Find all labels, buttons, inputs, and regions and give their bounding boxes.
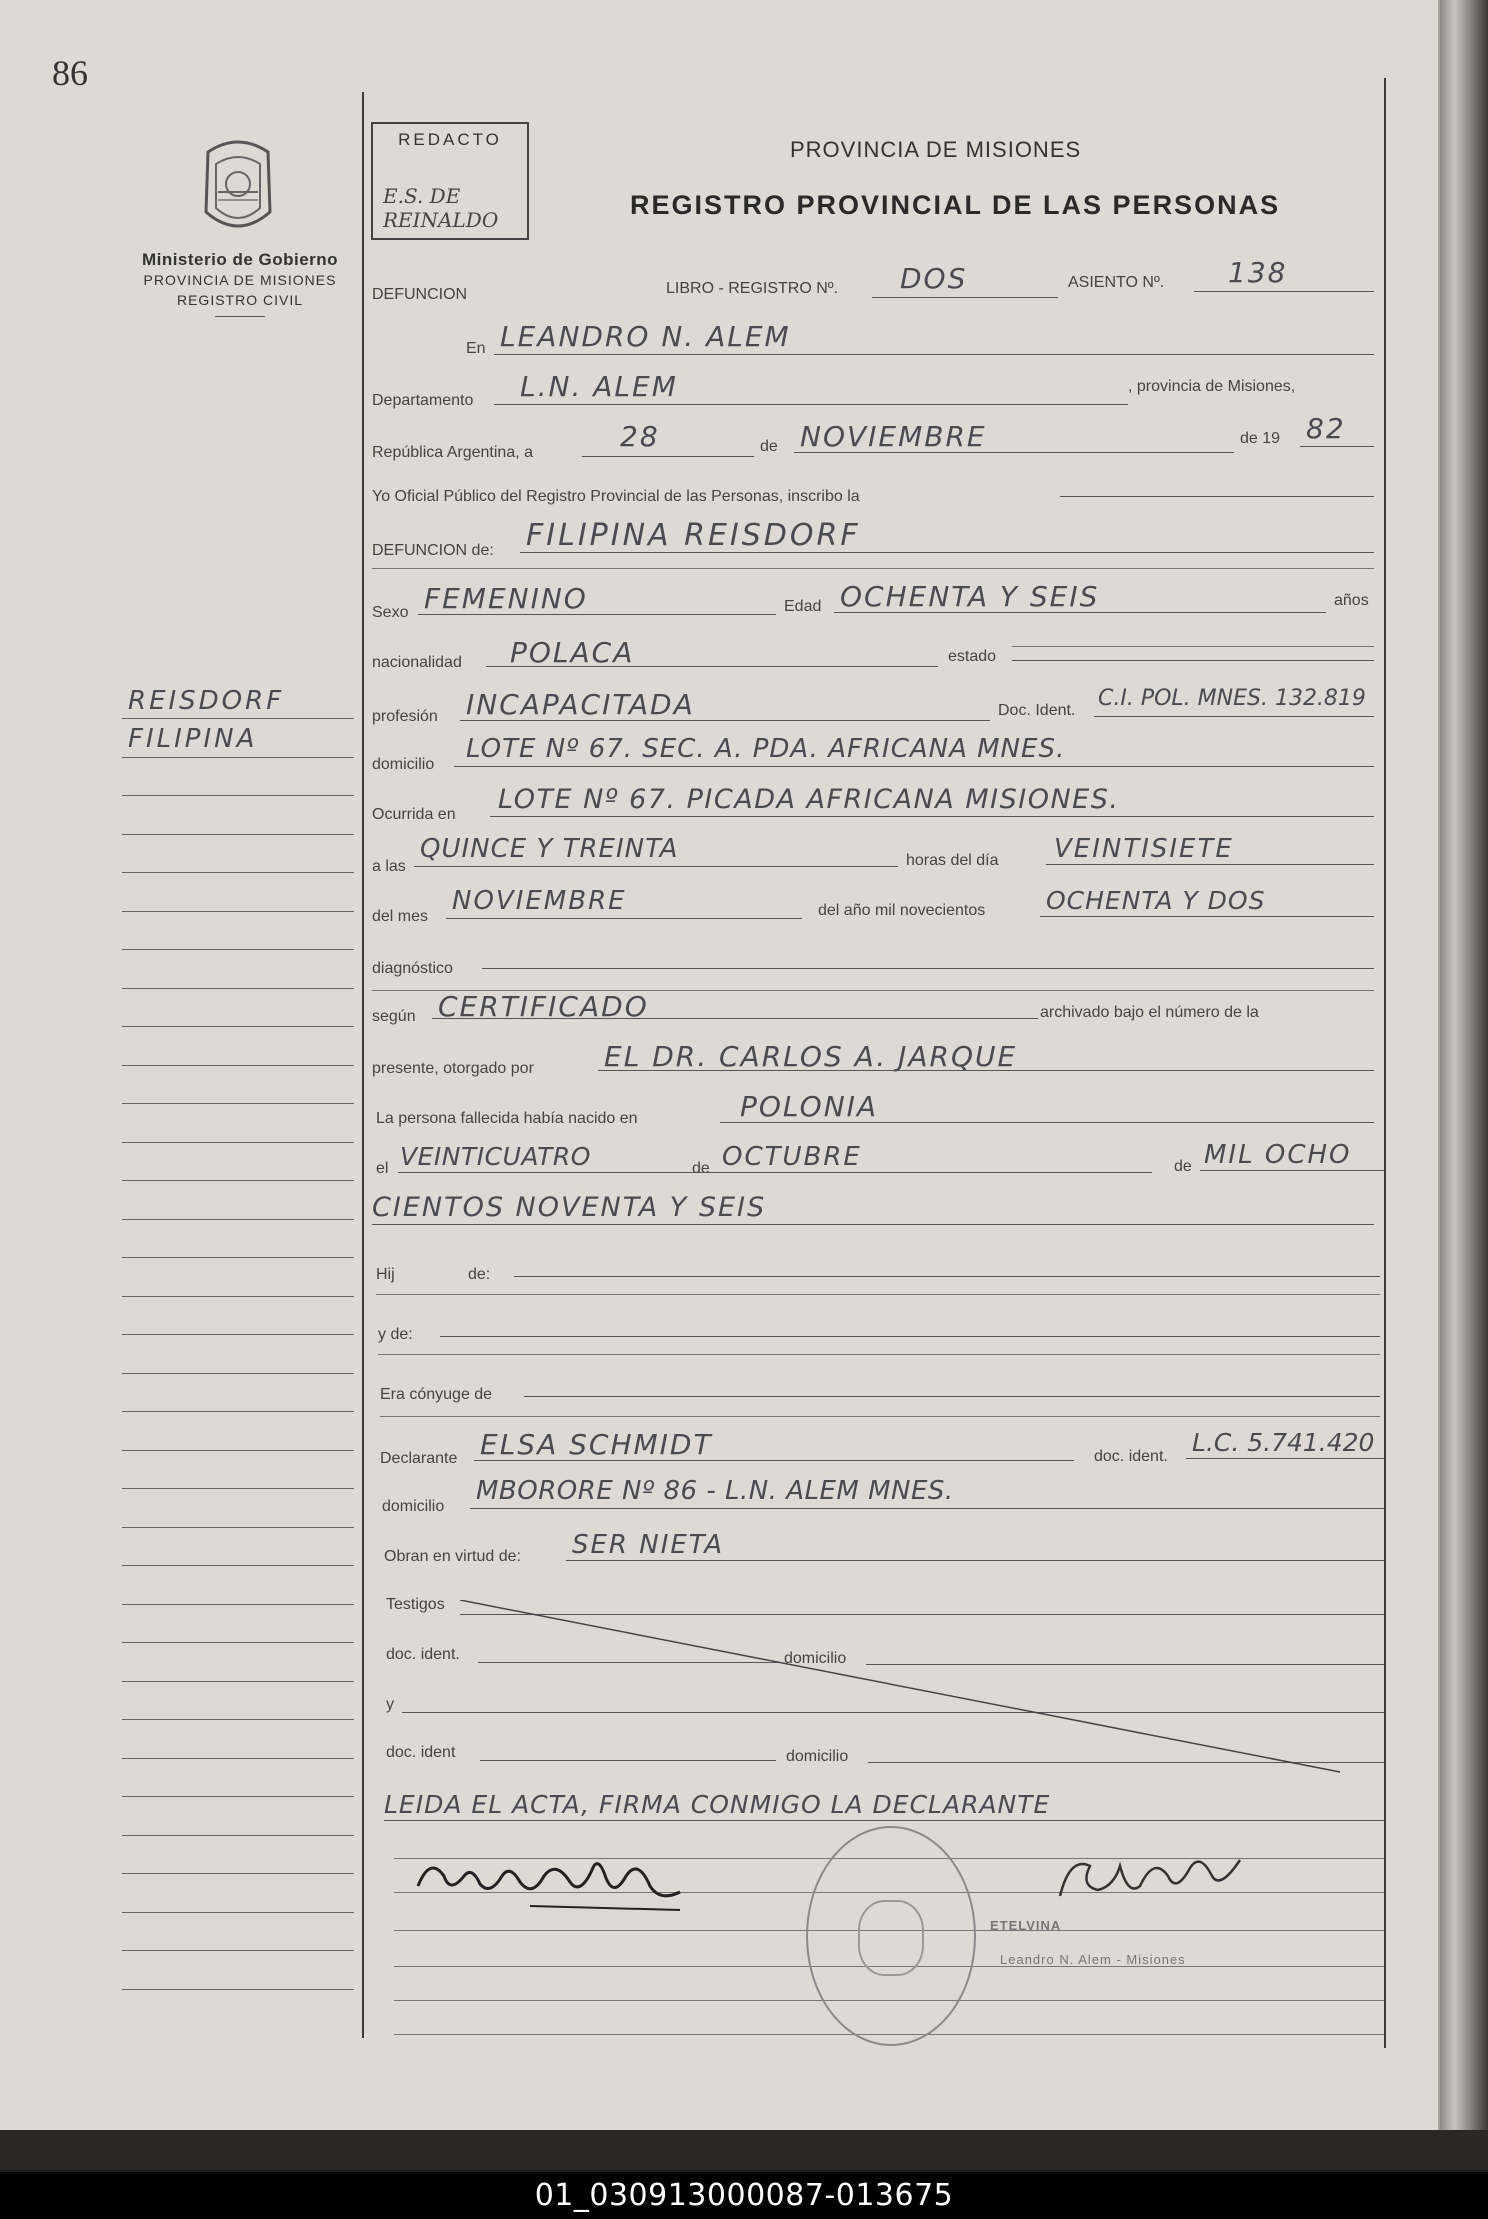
libro-line	[872, 297, 1058, 298]
de3-label: de	[1174, 1158, 1192, 1175]
nacido-line	[720, 1122, 1374, 1123]
asiento-value: 138	[1228, 256, 1288, 289]
profesion-line	[460, 720, 990, 721]
segun-value: CERTIFICADO	[438, 990, 649, 1023]
yde-label: y de:	[378, 1326, 413, 1343]
domicilio2-line	[470, 1508, 1384, 1509]
segun-line	[432, 1018, 1038, 1019]
doc-ident2-value: L.C. 5.741.420	[1192, 1428, 1375, 1457]
province-heading: PROVINCIA DE MISIONES	[790, 137, 1082, 162]
margin-ruled-line	[122, 1296, 354, 1297]
asiento-label: ASIENTO Nº.	[1068, 274, 1165, 291]
libro-label: LIBRO - REGISTRO Nº.	[666, 280, 839, 297]
ministry-rule	[215, 316, 265, 317]
yde-line	[440, 1336, 1380, 1337]
anio-nac-line-2	[372, 1224, 1374, 1225]
domicilio-line	[454, 766, 1374, 767]
mes-line	[794, 452, 1234, 453]
witness-strike-line	[460, 1600, 1384, 1780]
margin-ruled-line	[122, 988, 354, 989]
conyuge-label: Era cónyuge de	[380, 1386, 493, 1403]
anio-muerte-line	[1040, 916, 1374, 917]
doc-ident2-line	[1186, 1458, 1384, 1459]
nacido-label: La persona fallecida había nacido en	[376, 1110, 638, 1127]
declarante-value: ELSA SCHMIDT	[480, 1428, 713, 1461]
doc-ident4-label: doc. ident	[386, 1744, 456, 1761]
margin-ruled-line	[122, 718, 354, 719]
document-type-label: DEFUNCION	[372, 286, 468, 303]
declarante-label: Declarante	[380, 1450, 458, 1467]
yde-line-2	[378, 1354, 1380, 1355]
de19-label: de 19	[1240, 430, 1281, 447]
nombre-value: FILIPINA REISDORF	[526, 518, 861, 553]
anio-nac-value-1: MIL OCHO	[1204, 1140, 1352, 1170]
ministry-registry: REGISTRO CIVIL	[176, 292, 304, 308]
margin-ruled-line	[122, 1950, 354, 1951]
ocurrida-value: LOTE Nº 67. PICADA AFRICANA MISIONES.	[498, 784, 1120, 815]
otorgado-line	[598, 1070, 1374, 1071]
doc-ident-value: C.I. POL. MNES. 132.819	[1098, 686, 1366, 711]
edad-line	[834, 612, 1326, 613]
oficial-label: Yo Oficial Público del Registro Provincial de las Personas, inscribo la	[372, 488, 860, 505]
conyuge-line-2	[380, 1416, 1380, 1417]
domicilio2-value: MBORORE Nº 86 - L.N. ALEM MNES.	[476, 1476, 954, 1506]
margin-ruled-line	[122, 1719, 354, 1720]
mes-muerte-value: NOVIEMBRE	[452, 886, 627, 916]
edad-label: Edad	[784, 598, 822, 615]
defuncion-de-label: DEFUNCION de:	[372, 542, 494, 559]
nombre-line	[520, 552, 1374, 553]
dia-nac-value: VEINTICUATRO	[400, 1142, 591, 1171]
de2-label: de	[692, 1160, 710, 1177]
departamento-label: Departamento	[372, 392, 474, 409]
hora-value: QUINCE Y TREINTA	[420, 834, 679, 864]
delmes-label: del mes	[372, 908, 429, 925]
dia-line	[582, 456, 754, 457]
scan-bottom-edge	[0, 2130, 1488, 2170]
margin-ruled-line	[122, 1219, 354, 1220]
anos-label: años	[1334, 592, 1369, 609]
ministry-block	[110, 250, 370, 317]
sexo-line	[418, 614, 776, 615]
archivado-label: archivado bajo el número de la	[1040, 1004, 1259, 1021]
margin-ruled-line	[122, 1257, 354, 1258]
doc-ident-label: Doc. Ident.	[998, 702, 1076, 719]
margin-ruled-line	[122, 1450, 354, 1451]
nac-line	[398, 1172, 1152, 1173]
obran-value: SER NIETA	[572, 1530, 725, 1560]
margin-ruled-line	[122, 1103, 354, 1104]
mes-value: NOVIEMBRE	[800, 420, 987, 453]
margin-ruled-line	[122, 757, 354, 758]
margin-ruled-line	[122, 1373, 354, 1374]
margin-note-surname: REISDORF	[128, 686, 285, 716]
nacionalidad-line	[486, 666, 938, 667]
profesion-value: INCAPACITADA	[466, 688, 695, 721]
closing-text: LEIDA EL ACTA, FIRMA CONMIGO LA DECLARANTE	[384, 1790, 1051, 1819]
nombre-line-2	[372, 568, 1374, 569]
horas-dia-label: horas del día	[906, 852, 999, 869]
dia-value: 28	[620, 420, 660, 453]
domicilio3-label: domicilio	[784, 1650, 847, 1667]
margin-ruled-line	[122, 1873, 354, 1874]
margin-ruled-line	[122, 911, 354, 912]
declarante-line	[474, 1460, 1074, 1461]
margin-ruled-line	[122, 1912, 354, 1913]
hij-label: Hij	[376, 1266, 395, 1283]
el-label: el	[376, 1160, 389, 1177]
oficial-line	[1060, 496, 1374, 497]
sexo-value: FEMENINO	[424, 582, 588, 615]
anio-line	[1300, 446, 1374, 447]
domicilio2-label: domicilio	[382, 1498, 445, 1515]
official-seal	[806, 1826, 976, 2046]
edad-value: OCHENTA Y SEIS	[840, 580, 1100, 613]
nacionalidad-label: nacionalidad	[372, 654, 462, 671]
margin-ruled-line	[122, 1642, 354, 1643]
right-frame-line	[1384, 78, 1386, 2048]
margin-ruled-line	[122, 1142, 354, 1143]
estado-line	[1012, 660, 1374, 661]
otorgado-value: EL DR. CARLOS A. JARQUE	[604, 1040, 1018, 1073]
domicilio-value: LOTE Nº 67. SEC. A. PDA. AFRICANA MNES.	[466, 734, 1066, 764]
margin-ruled-line	[122, 795, 354, 796]
ocurrida-line	[490, 816, 1374, 817]
ocurrida-label: Ocurrida en	[372, 806, 456, 823]
image-caption: 01_030913000087-013675	[0, 2172, 1488, 2219]
nacionalidad-value: POLACA	[510, 636, 635, 669]
alas-label: a las	[372, 858, 406, 875]
declarant-signature	[410, 1846, 690, 1916]
estado-line-2	[1012, 646, 1374, 647]
registry-heading: REGISTRO PROVINCIAL DE LAS PERSONAS	[630, 190, 1281, 220]
libro-value: DOS	[900, 262, 968, 295]
margin-ruled-line	[122, 872, 354, 873]
anio-mil-label: del año mil novecientos	[818, 902, 986, 919]
margin-ruled-line	[122, 834, 354, 835]
segun-label: según	[372, 1008, 416, 1025]
margin-ruled-line	[122, 1565, 354, 1566]
nacido-value: POLONIA	[740, 1090, 879, 1123]
margin-ruled-line	[122, 1835, 354, 1836]
dia-muerte-value: VEINTISIETE	[1054, 834, 1234, 864]
en-value: LEANDRO N. ALEM	[500, 320, 791, 353]
stamp-title: REDACTO	[398, 130, 502, 149]
en-line	[494, 354, 1374, 355]
obran-line	[566, 1560, 1384, 1561]
doc-ident2-label: doc. ident.	[1094, 1448, 1168, 1465]
mes-muerte-line	[446, 918, 802, 919]
book-spine	[1440, 0, 1488, 2130]
margin-ruled-line	[122, 1488, 354, 1489]
anio-muerte-value: OCHENTA Y DOS	[1046, 886, 1266, 915]
margin-ruled-line	[122, 1334, 354, 1335]
profesion-label: profesión	[372, 708, 438, 725]
domicilio4-label: domicilio	[786, 1748, 849, 1765]
official-stamp-name: ETELVINA	[990, 1918, 1062, 1933]
mes-nac-value: OCTUBRE	[722, 1142, 862, 1172]
margin-ruled-line	[122, 1681, 354, 1682]
margin-ruled-line	[122, 1026, 354, 1027]
closing-line	[384, 1820, 1384, 1821]
stamp-handwriting: E.S. DE REINALDO	[383, 184, 499, 232]
anio-nac-value-2: CIENTOS NOVENTA Y SEIS	[372, 1192, 767, 1223]
de-label: de	[760, 438, 778, 455]
provincia-label: , provincia de Misiones,	[1128, 378, 1296, 395]
sexo-label: Sexo	[372, 604, 409, 621]
margin-ruled-line	[122, 1411, 354, 1412]
estado-label: estado	[948, 648, 997, 665]
diagnostico-label: diagnóstico	[372, 960, 453, 977]
dia-muerte-line	[1046, 864, 1374, 865]
hij-de-label: de:	[468, 1266, 491, 1283]
anio-value: 82	[1306, 412, 1346, 445]
doc-ident3-label: doc. ident.	[386, 1646, 460, 1663]
departamento-line	[494, 404, 1128, 405]
doc-ident-line	[1094, 716, 1374, 717]
hij-line	[514, 1276, 1380, 1277]
margin-note-firstname: FILIPINA	[128, 724, 258, 754]
conyuge-line	[524, 1396, 1380, 1397]
margin-ruled-line	[122, 1758, 354, 1759]
seal-emblem-icon	[858, 1900, 924, 1976]
diagnostico-line	[482, 968, 1374, 969]
en-label: En	[466, 340, 486, 357]
presente-label: presente, otorgado por	[372, 1060, 534, 1077]
domicilio-label: domicilio	[372, 756, 435, 773]
official-stamp-locality: Leandro N. Alem - Misiones	[1000, 1952, 1186, 1967]
hora-line	[414, 866, 898, 867]
redacto-stamp	[371, 122, 529, 240]
y-label: y	[386, 1696, 394, 1713]
anio-nac-line	[1200, 1170, 1384, 1171]
margin-ruled-line	[122, 1180, 354, 1181]
margin-ruled-line	[122, 1604, 354, 1605]
coat-of-arms-icon	[188, 132, 288, 242]
margin-ruled-line	[122, 1527, 354, 1528]
departamento-value: L.N. ALEM	[520, 370, 678, 403]
obran-label: Obran en virtud de:	[384, 1548, 521, 1565]
republica-label: República Argentina, a	[372, 444, 533, 461]
page-number: 86	[52, 53, 88, 93]
ministry-province: PROVINCIA DE MISIONES	[143, 272, 337, 288]
margin-ruled-line	[122, 1796, 354, 1797]
ministry-name: Ministerio de Gobierno	[141, 250, 339, 269]
testigos-label: Testigos	[386, 1596, 445, 1613]
margin-ruled-line	[122, 1989, 354, 1990]
hij-line-2	[376, 1294, 1380, 1295]
left-frame-line	[362, 92, 364, 2038]
margin-ruled-line	[122, 1065, 354, 1066]
margin-ruled-line	[122, 949, 354, 950]
asiento-line	[1194, 291, 1374, 292]
official-signature	[1050, 1846, 1250, 1916]
